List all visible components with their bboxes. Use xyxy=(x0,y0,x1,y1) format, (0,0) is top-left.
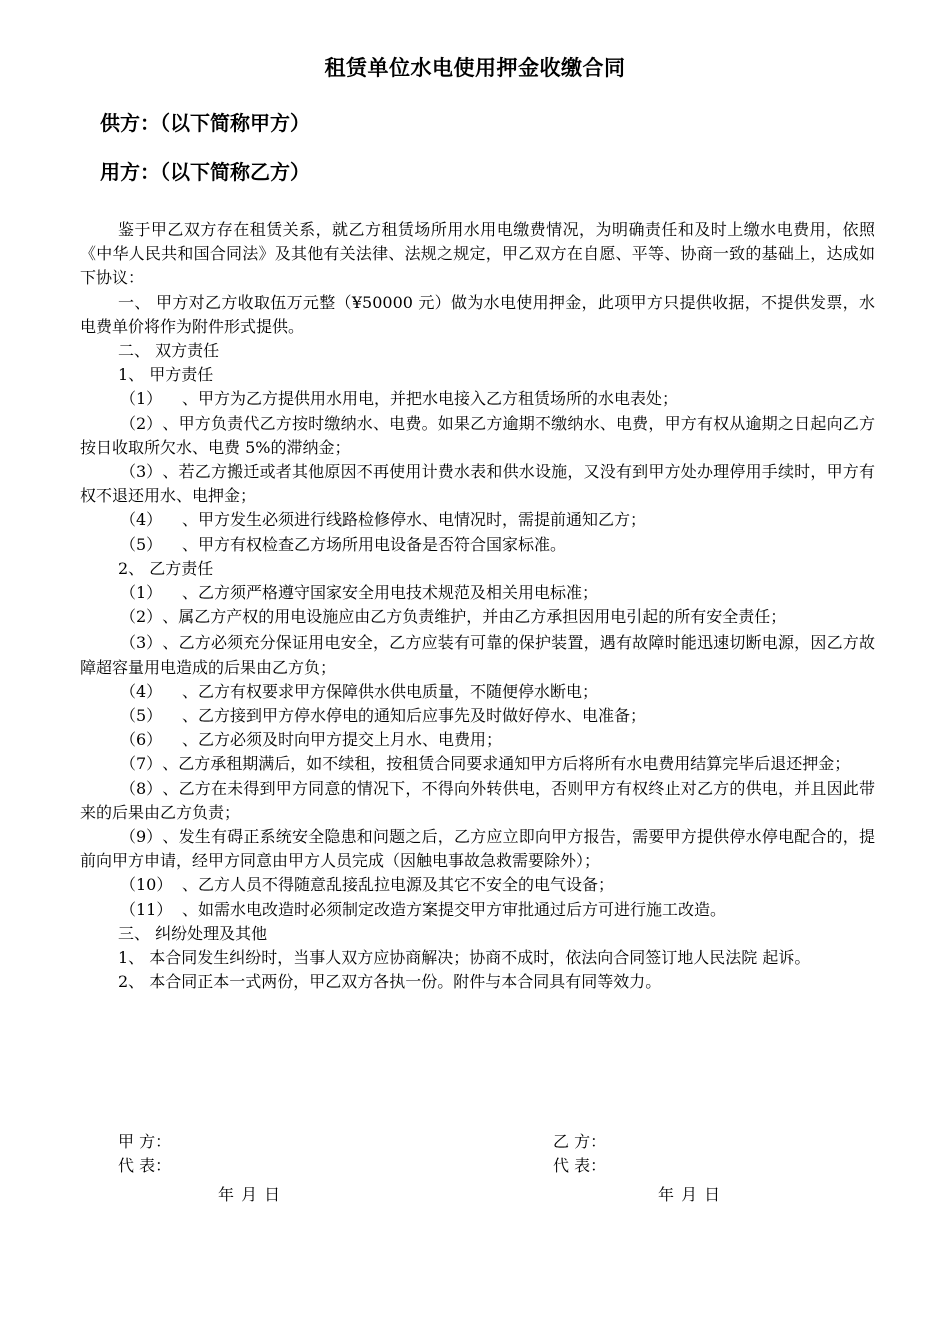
party-b-signature-block xyxy=(553,1130,606,1178)
list-item: （9）、发生有碍正系统安全隐患和问题之后，乙方应立即向甲方报告，需要甲方提供停水停电配合的，提前向甲方申请，经甲方同意由甲方人员完成（因触电事故急救需要除外）； xyxy=(80,827,875,871)
party-a-date: 年 月 日 xyxy=(218,1185,282,1204)
party-a-label: 甲 方： xyxy=(118,1132,172,1151)
clause-1: 一、 甲方对乙方收取伍万元整（¥50000 元）做为水电使用押金，此项甲方只提供收据，不提供发票，水电费单价将作为附件形式提供。 xyxy=(80,292,875,336)
list-item: （10） 、乙方人员不得随意乱接乱拉电源及其它不安全的电气设备； xyxy=(120,875,615,895)
clause-2-heading: 二、 双方责任 xyxy=(118,341,220,361)
clause-3-item-2: 2、 本合同正本一式两份，甲乙双方各执一份。附件与本合同具有同等效力。 xyxy=(118,972,662,992)
list-item: （5） 、乙方接到甲方停水停电的通知后应事先及时做好停水、电准备； xyxy=(120,706,647,726)
list-item: （5） 、甲方有权检查乙方场所用电设备是否符合国家标准。 xyxy=(120,534,567,554)
user-line: 用方：（以下简称乙方） xyxy=(100,160,310,184)
party-b-representative-label: 代 表： xyxy=(553,1156,607,1175)
list-item: （4） 、乙方有权要求甲方保障供水供电质量，不随便停水断电； xyxy=(120,681,599,701)
list-item: （2）、甲方负责代乙方按时缴纳水、电费。如果乙方逾期不缴纳水、电费，甲方有权从逾期之日起向乙方按日收取所欠水、电费 5%的滞纳金； xyxy=(80,413,875,457)
party-a-representative-label: 代 表： xyxy=(118,1156,172,1175)
document-title: 租赁单位水电使用押金收缴合同 xyxy=(324,55,626,80)
party-a-items xyxy=(80,387,875,556)
party-b-heading: 2、 乙方责任 xyxy=(118,558,214,578)
party-b-items xyxy=(80,581,875,922)
party-a-heading: 1、 甲方责任 xyxy=(118,365,214,385)
list-item: （6） 、乙方必须及时向甲方提交上月水、电费用； xyxy=(120,730,503,750)
party-b-label: 乙 方： xyxy=(553,1132,607,1151)
list-item: （11） 、如需水电改造时必须制定改造方案提交甲方审批通过后方可进行施工改造。 xyxy=(120,899,727,919)
contract-body xyxy=(80,218,875,995)
supplier-line: 供方：（以下简称甲方） xyxy=(100,111,310,135)
party-a-signature-block xyxy=(118,1130,171,1178)
party-b-date: 年 月 日 xyxy=(658,1185,722,1204)
preamble-paragraph: 鉴于甲乙双方存在租赁关系，就乙方租赁场所用水用电缴费情况，为明确责任和及时上缴水电费用，依照《中华人民共和国合同法》及其他有关法律、法规之规定，甲乙双方在自愿、平等、协商一致的基础上，达成如下协议： xyxy=(80,220,875,288)
list-item: （4） 、甲方发生必须进行线路检修停水、电情况时，需提前通知乙方； xyxy=(120,510,647,530)
list-item: （2）、属乙方产权的用电设施应由乙方负责维护，并由乙方承担因用电引起的所有安全责任； xyxy=(120,607,787,627)
list-item: （3）、若乙方搬迁或者其他原因不再使用计费水表和供水设施，又没有到甲方处办理停用手续时，甲方有权不退还用水、电押金； xyxy=(80,462,875,506)
list-item: （1） 、乙方须严格遵守国家安全用电技术规范及相关用电标准； xyxy=(120,583,599,603)
clause-3-item-1: 1、 本合同发生纠纷时，当事人双方应协商解决；协商不成时，依法向合同签订地人民法院 起诉。 xyxy=(118,948,811,968)
list-item: （1） 、甲方为乙方提供用水用电，并把水电接入乙方租赁场所的水电表处； xyxy=(120,389,679,409)
list-item: （7）、乙方承租期满后，如不续租，按租赁合同要求通知甲方后将所有水电费用结算完毕后退还押金； xyxy=(120,754,851,774)
list-item: （3）、乙方必须充分保证用电安全，乙方应装有可靠的保护装置，遇有故障时能迅速切断电源，因乙方故障超容量用电造成的后果由乙方负； xyxy=(80,633,875,677)
list-item: （8）、乙方在未得到甲方同意的情况下，不得向外转供电，否则甲方有权终止对乙方的供电，并且因此带来的后果由乙方负责； xyxy=(80,778,875,822)
clause-3-heading: 三、 纠纷处理及其他 xyxy=(118,923,268,943)
